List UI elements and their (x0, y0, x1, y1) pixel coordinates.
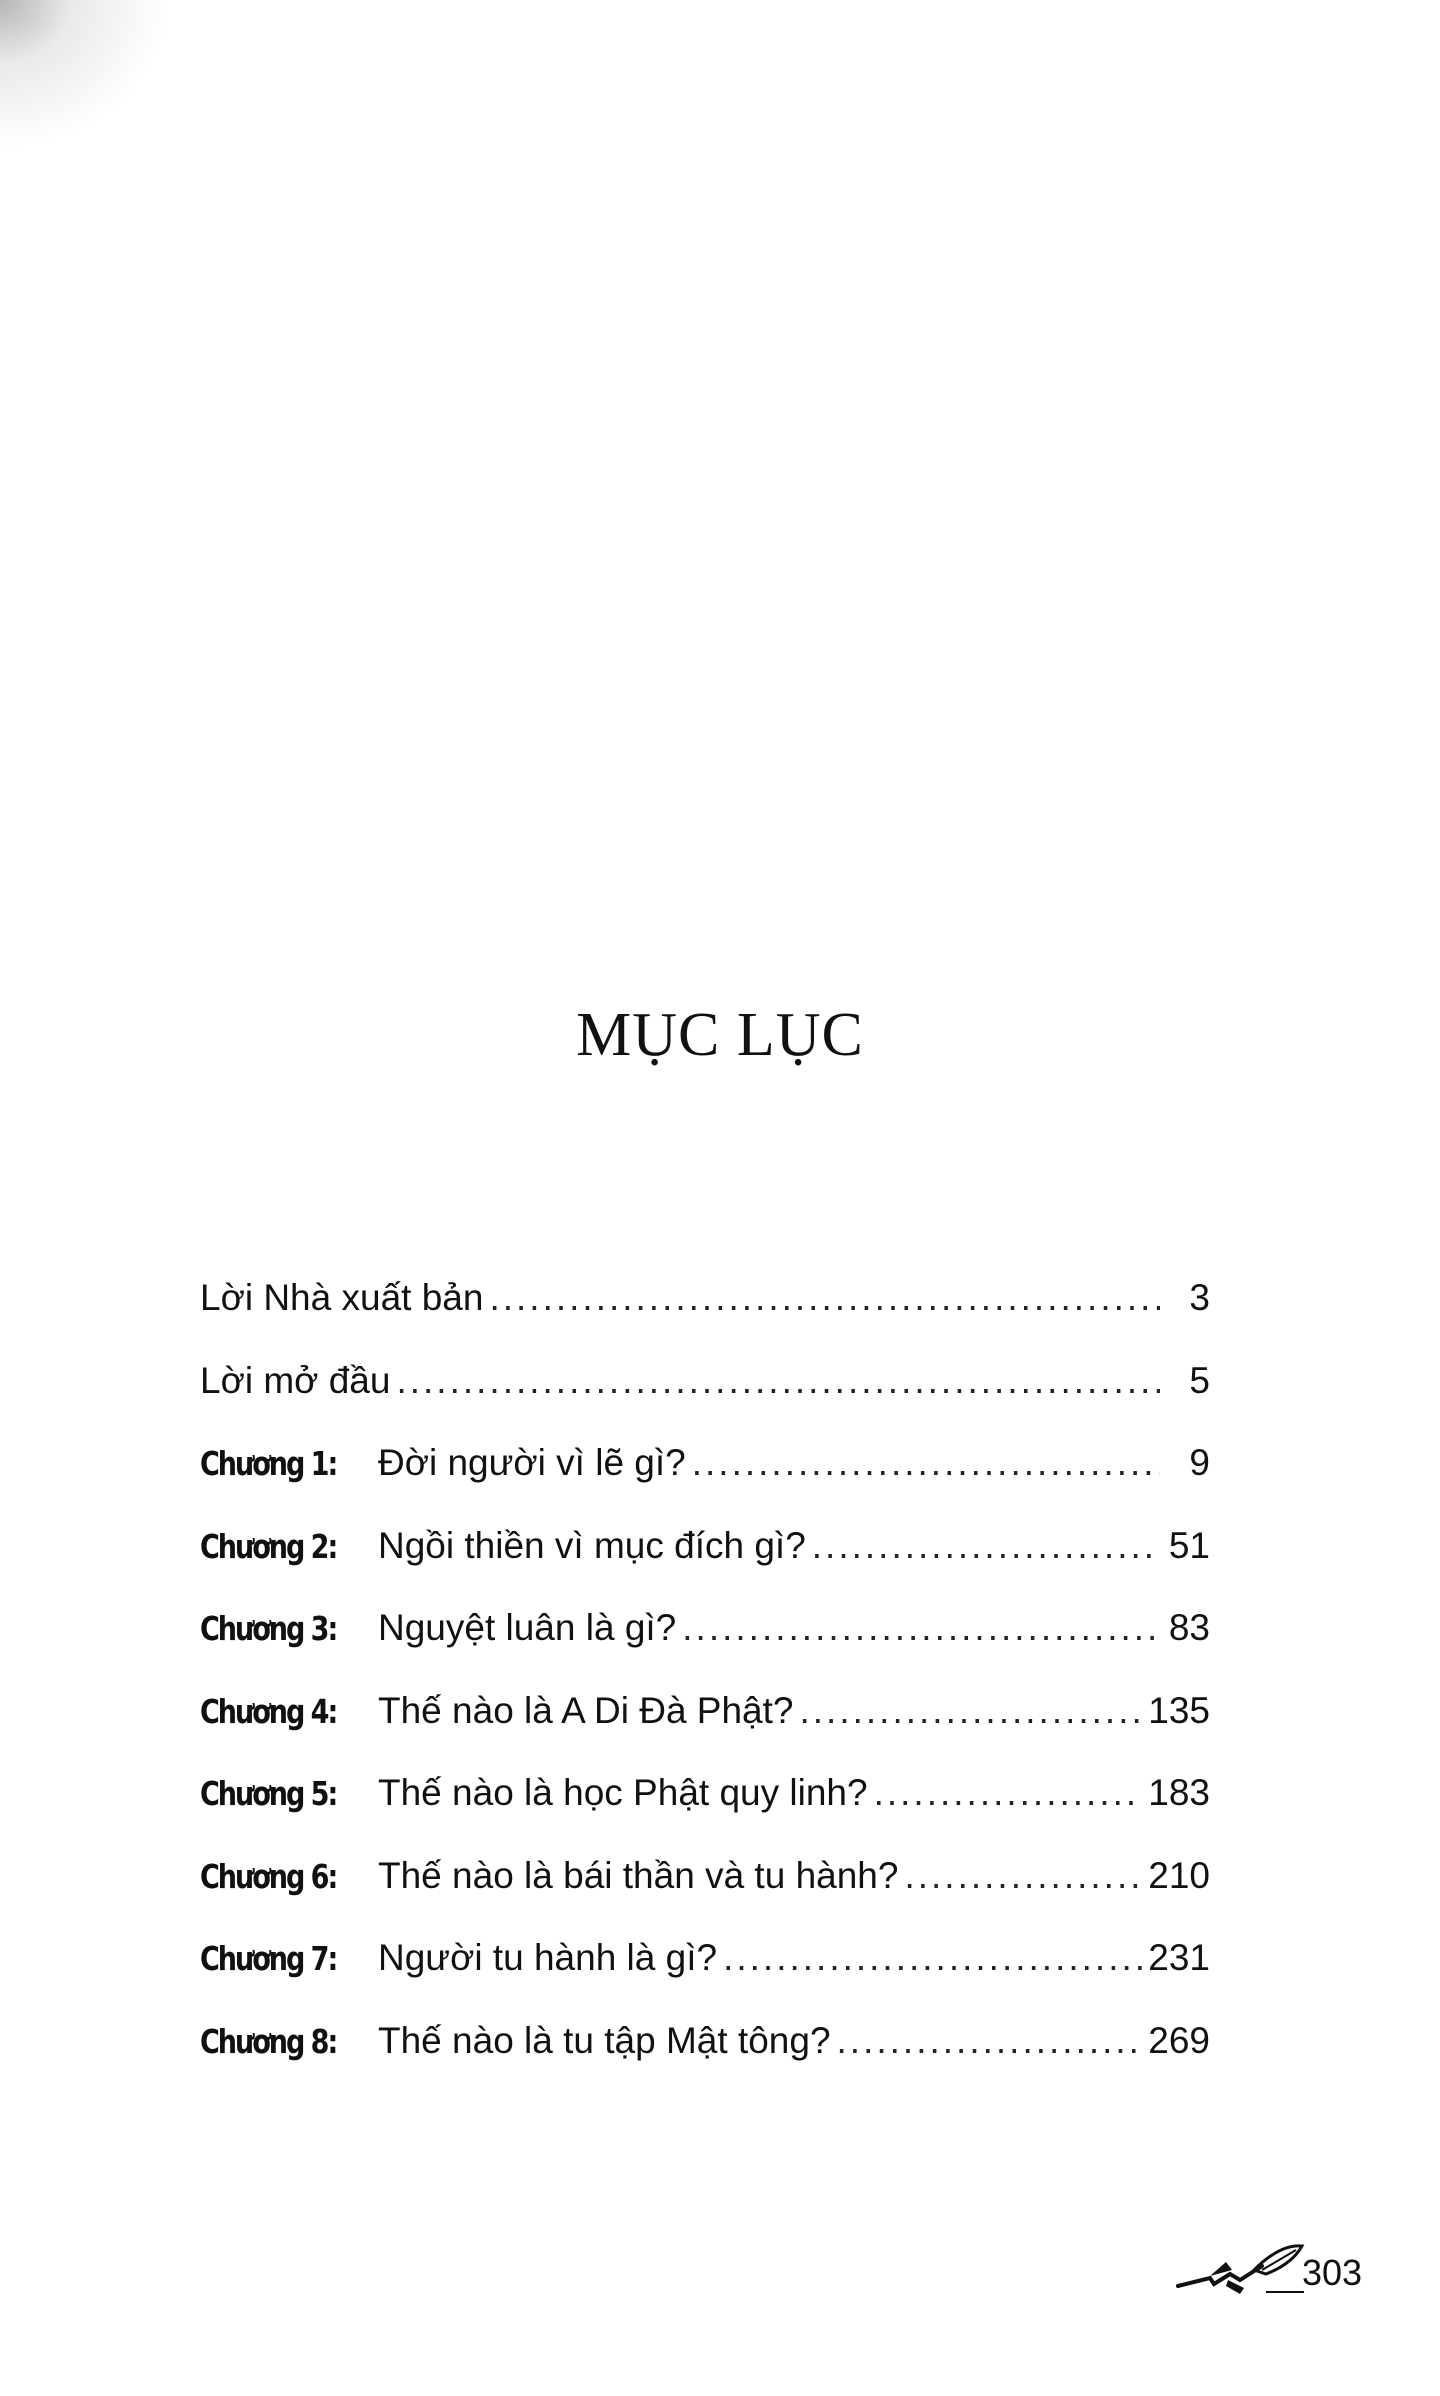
entry-page-number: 269 (1148, 2019, 1210, 2061)
chapter-label: Chương 3: (200, 1609, 337, 1648)
toc-entry (200, 1772, 1210, 1855)
dot-leader (800, 1690, 1143, 1732)
entry-page-number: 9 (1189, 1442, 1210, 1483)
dot-leader (874, 1772, 1143, 1814)
page-title: MỤC LỤC (576, 1001, 864, 1069)
chapter-label: Chương 4: (200, 1691, 337, 1731)
table-of-contents (200, 1277, 1210, 2102)
dot-leader (489, 1277, 1160, 1319)
entry-page-number: 183 (1148, 1772, 1210, 1813)
dot-leader (396, 1360, 1160, 1402)
entry-title: Thế nào là tu tập Mật tông? (378, 2019, 831, 2061)
entry-title: Thế nào là A Di Đà Phật? (378, 1689, 794, 1731)
chapter-label: Chương 6: (200, 1856, 337, 1896)
entry-title: Ngồi thiền vì mục đích gì? (378, 1524, 806, 1566)
entry-title: Thế nào là học Phật quy linh? (378, 1772, 868, 1813)
dot-leader (904, 1855, 1142, 1897)
dot-leader (837, 2020, 1143, 2062)
chapter-label: Chương 1: (200, 1444, 337, 1483)
toc-entry (200, 1525, 1210, 1608)
dot-leader (812, 1525, 1160, 1567)
entry-title: Nguyệt luân là gì? (378, 1607, 677, 1648)
toc-entry (200, 2020, 1210, 2103)
entry-page-number: 210 (1148, 1854, 1210, 1896)
chapter-label: Chương 2: (200, 1526, 337, 1566)
toc-entry (200, 1607, 1210, 1690)
quill-pen-icon (1170, 2240, 1310, 2300)
toc-entry (200, 1937, 1210, 2020)
page-number: 303 (1302, 2252, 1363, 2293)
entry-page-number: 231 (1148, 1937, 1210, 1978)
entry-title: Đời người vì lẽ gì? (378, 1442, 686, 1483)
page-footer (1170, 2240, 1370, 2310)
toc-entry (200, 1277, 1210, 1360)
toc-entry (200, 1360, 1210, 1443)
entry-page-number: 3 (1189, 1277, 1210, 1318)
dot-leader (723, 1937, 1142, 1979)
toc-entry (200, 1442, 1210, 1525)
entry-page-number: 5 (1189, 1359, 1210, 1401)
dot-leader (692, 1442, 1160, 1484)
scan-corner-smudge (0, 0, 170, 150)
entry-title: Lời mở đầu (200, 1359, 391, 1401)
toc-entry (200, 1690, 1210, 1773)
entry-page-number: 83 (1168, 1607, 1210, 1648)
toc-entry (200, 1855, 1210, 1938)
entry-title: Lời Nhà xuất bản (200, 1277, 484, 1318)
entry-title: Thế nào là bái thần và tu hành? (378, 1854, 899, 1896)
dot-leader (682, 1607, 1160, 1649)
entry-page-number: 51 (1168, 1524, 1210, 1566)
chapter-label: Chương 8: (200, 2021, 337, 2061)
entry-title: Người tu hành là gì? (378, 1937, 718, 1978)
entry-page-number: 135 (1148, 1689, 1210, 1731)
chapter-label: Chương 7: (200, 1939, 337, 1978)
chapter-label: Chương 5: (200, 1774, 337, 1813)
